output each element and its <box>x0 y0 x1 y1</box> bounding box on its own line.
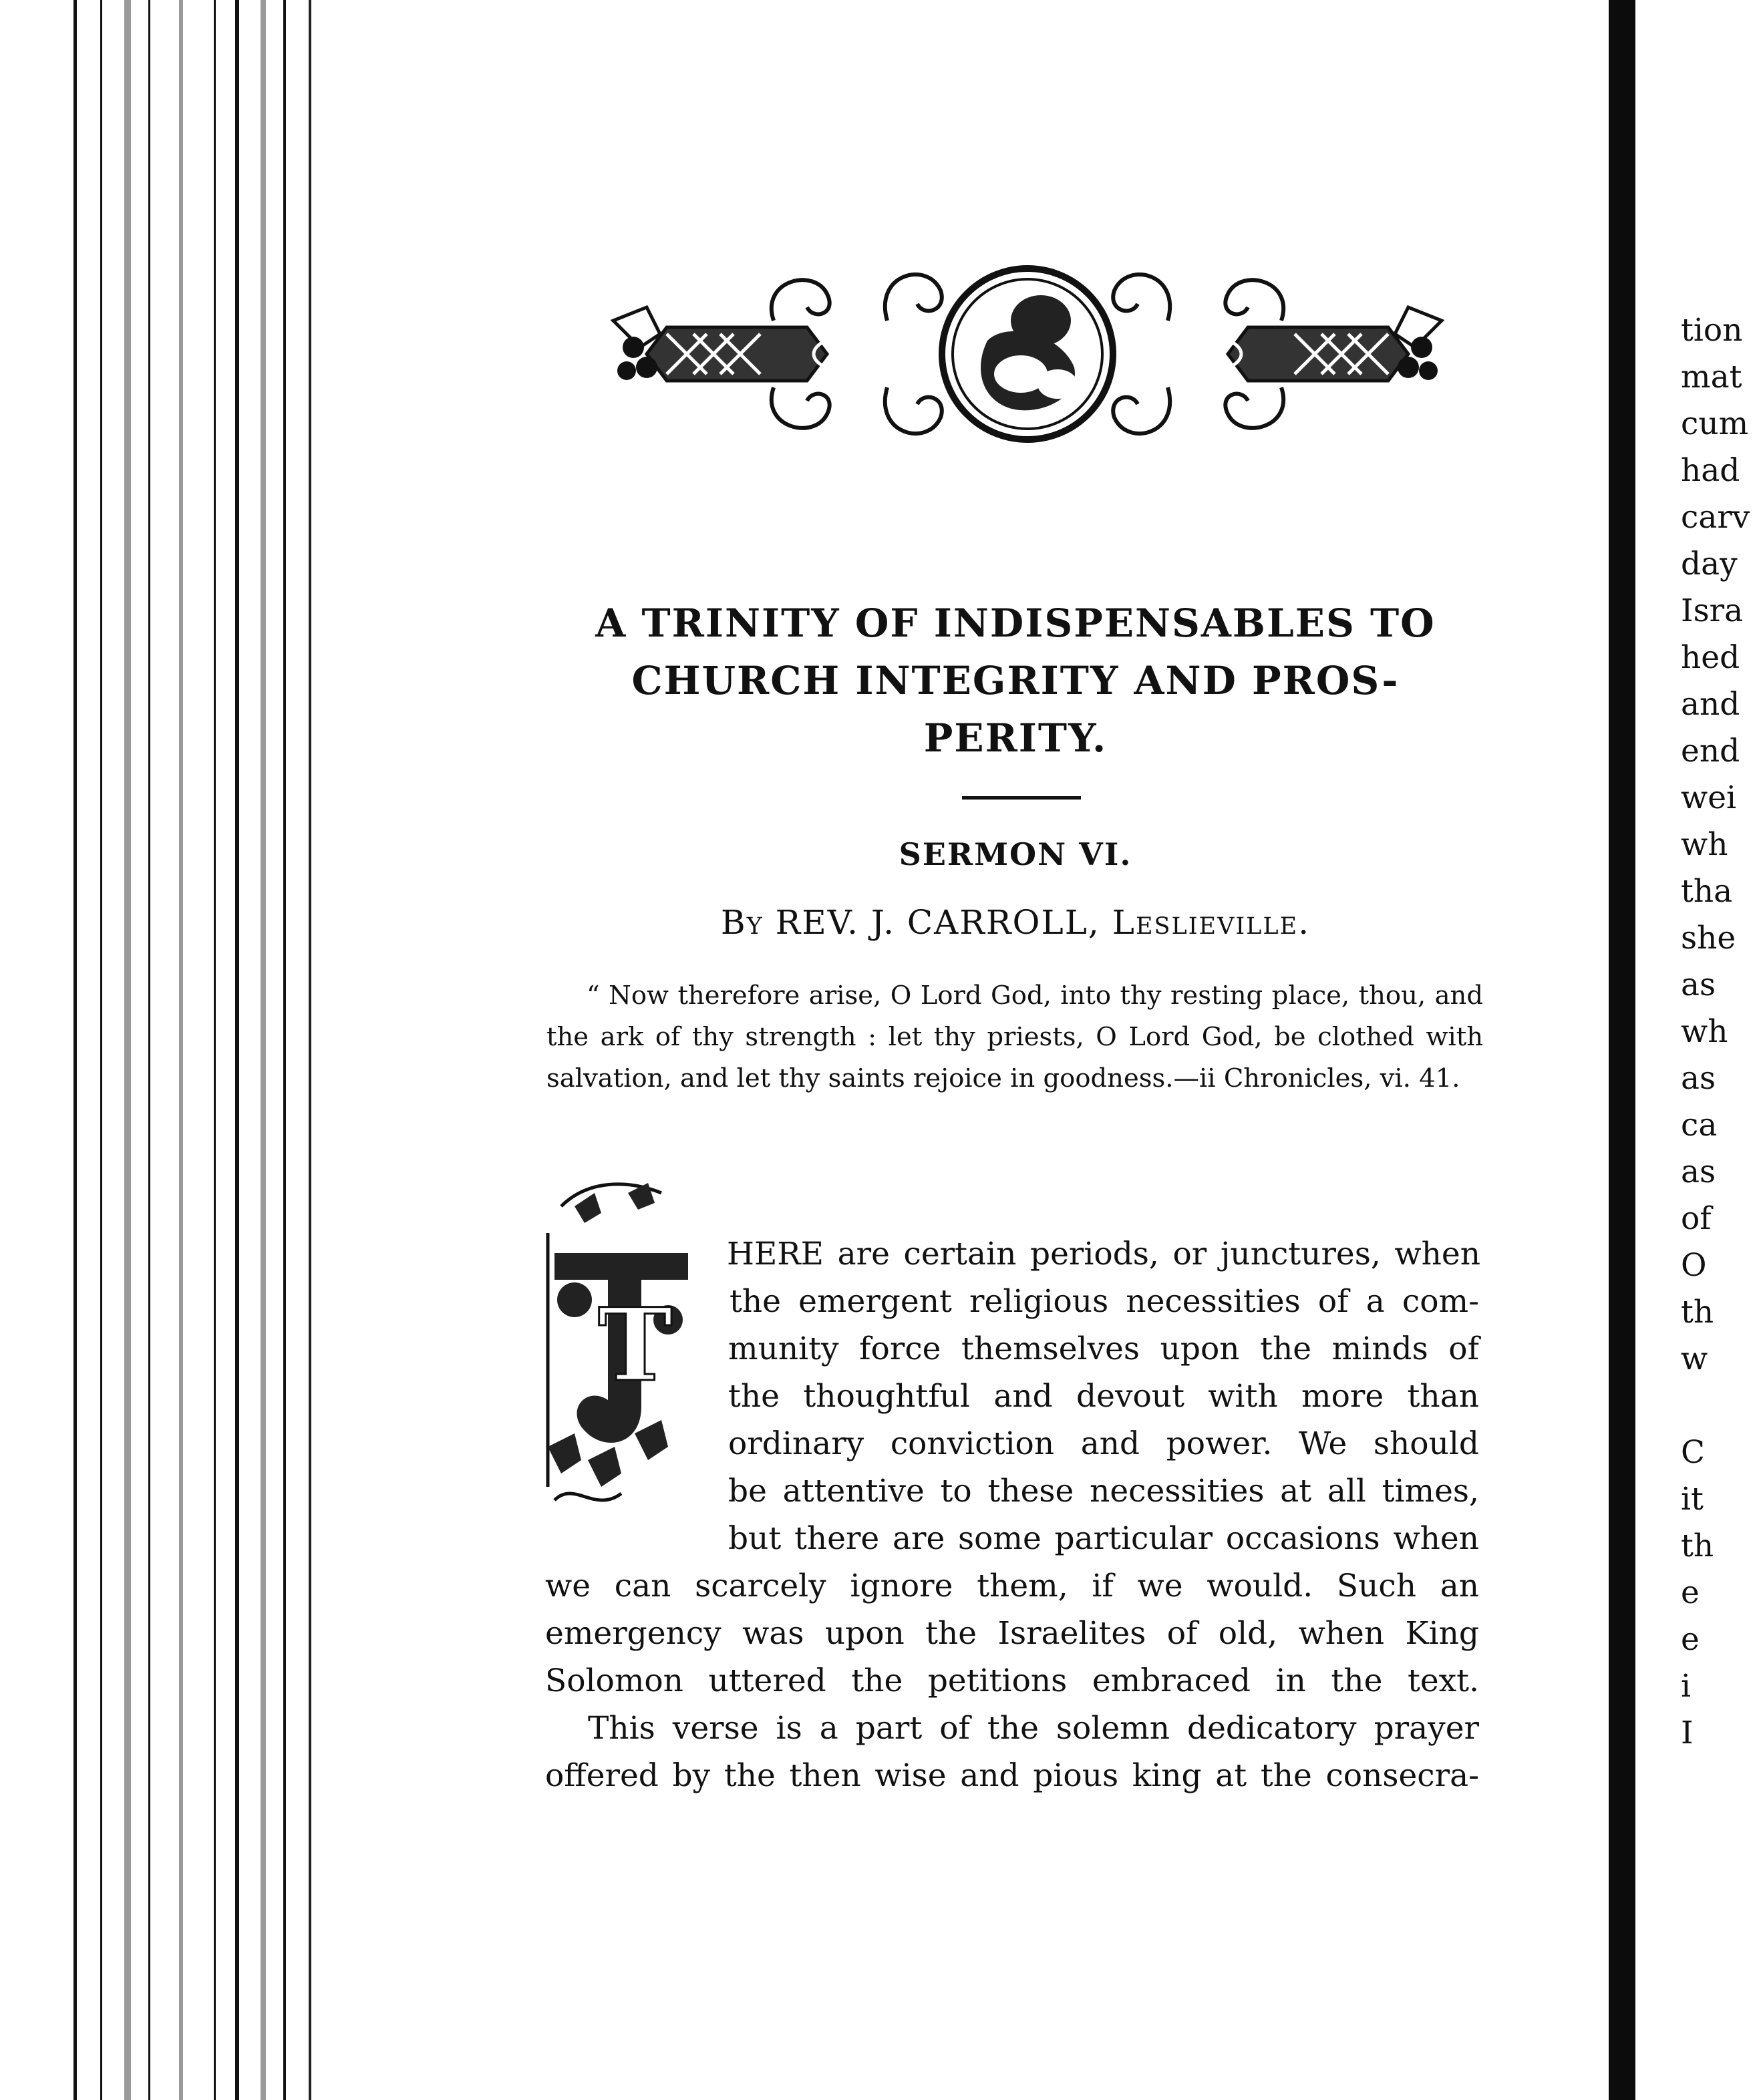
edge-line <box>100 0 102 2100</box>
byline-by: By <box>720 903 764 942</box>
facing-page-fragment: end <box>1681 733 1740 769</box>
facing-page-fragment: had <box>1681 452 1740 489</box>
facing-page-fragment: tion <box>1681 312 1743 349</box>
facing-page-fragment: e <box>1681 1574 1700 1611</box>
facing-page-fragment <box>1681 1383 1761 1429</box>
byline <box>521 903 1510 942</box>
facing-page-fragment: as <box>1681 1060 1716 1097</box>
facing-page-fragment: I <box>1681 1715 1694 1751</box>
body-line: HERE are certain periods, or junctures, when <box>727 1236 1480 1272</box>
facing-page-fragment: as <box>1681 967 1716 1003</box>
facing-page-text <box>1681 307 1761 1757</box>
edge-line <box>261 0 266 2100</box>
body-line: but there are some particular occasions when <box>728 1520 1479 1557</box>
facing-page-fragment: mat <box>1681 359 1742 395</box>
body-text <box>545 1230 1480 1799</box>
book-edge <box>0 0 314 2100</box>
facing-page-fragment: ca <box>1681 1107 1718 1144</box>
facing-page-fragment: tha <box>1681 873 1733 910</box>
facing-page-fragment: w <box>1681 1341 1708 1377</box>
epigraph-quote: “ Now therefore arise, O Lord God, into thy resting place, thou, and the ark of thy strength : let thy priests, O Lord God, be clothed with salvation, and let thy saints rejoice in goodness.—ii Chronicles, vi. 41. <box>546 981 1483 1093</box>
facing-page-fragment: i <box>1681 1668 1692 1705</box>
edge-line <box>148 0 150 2100</box>
title-line: PERITY. <box>923 715 1108 761</box>
facing-page-fragment: wei <box>1681 779 1737 816</box>
facing-page-fragment: Isra <box>1681 592 1744 629</box>
facing-page-fragment: she <box>1681 920 1736 956</box>
facing-page-fragment: wh <box>1681 826 1728 863</box>
ornamental-header <box>607 254 1448 454</box>
body-line: munity force themselves upon the minds of <box>728 1331 1479 1367</box>
facing-page-fragment: it <box>1681 1481 1704 1518</box>
facing-page-fragment: e <box>1681 1621 1700 1658</box>
facing-page-fragment: th <box>1681 1528 1714 1564</box>
edge-line <box>73 0 77 2100</box>
edge-line <box>283 0 286 2100</box>
facing-page-fragment: wh <box>1681 1013 1728 1050</box>
facing-page-fragment: day <box>1681 546 1738 582</box>
facing-page-fragment: and <box>1681 686 1740 723</box>
edge-line <box>124 0 131 2100</box>
edge-line <box>235 0 239 2100</box>
title-line: A TRINITY OF INDISPENSABLES TO <box>595 600 1436 646</box>
facing-page-fragment: of <box>1681 1200 1712 1237</box>
byline-place: Leslieville. <box>1112 903 1311 942</box>
title-line: CHURCH INTEGRITY AND PROS- <box>631 658 1400 703</box>
gutter-shadow <box>1609 0 1635 2100</box>
body-line: This verse is a part of the solemn dedicatory prayer <box>588 1710 1479 1747</box>
body-line: the emergent religious necessities of a com- <box>730 1283 1479 1320</box>
facing-page-fragment: O <box>1681 1247 1707 1284</box>
body-line: ordinary conviction and power. We should <box>728 1425 1479 1462</box>
sermon-heading: SERMON VI. <box>899 836 1132 872</box>
body-line: emergency was upon the Israelites of old, when King <box>545 1615 1479 1652</box>
body-line: offered by the then wise and pious king at the consecra- <box>545 1757 1479 1794</box>
chapter-title <box>521 594 1510 767</box>
edge-line <box>214 0 216 2100</box>
body-line: be attentive to these necessities at all times, <box>728 1473 1479 1510</box>
facing-page-fragment: carv <box>1681 499 1750 536</box>
facing-page-fragment: as <box>1681 1154 1716 1190</box>
body-line: we can scarcely ignore them, if we would. Such an <box>545 1568 1479 1604</box>
body-line: Solomon uttered the petitions embraced in the text. <box>545 1662 1479 1699</box>
facing-page-fragment: C <box>1681 1434 1705 1471</box>
facing-page-fragment: th <box>1681 1294 1714 1331</box>
body-line: the thoughtful and devout with more than <box>728 1378 1479 1415</box>
facing-page-fragment: cum <box>1681 405 1749 442</box>
byline-name: REV. J. CARROLL, <box>775 903 1100 942</box>
title-rule <box>962 796 1081 800</box>
drop-cap-letter: T <box>598 1286 673 1404</box>
edge-line <box>179 0 183 2100</box>
facing-page-fragment: hed <box>1681 639 1740 676</box>
